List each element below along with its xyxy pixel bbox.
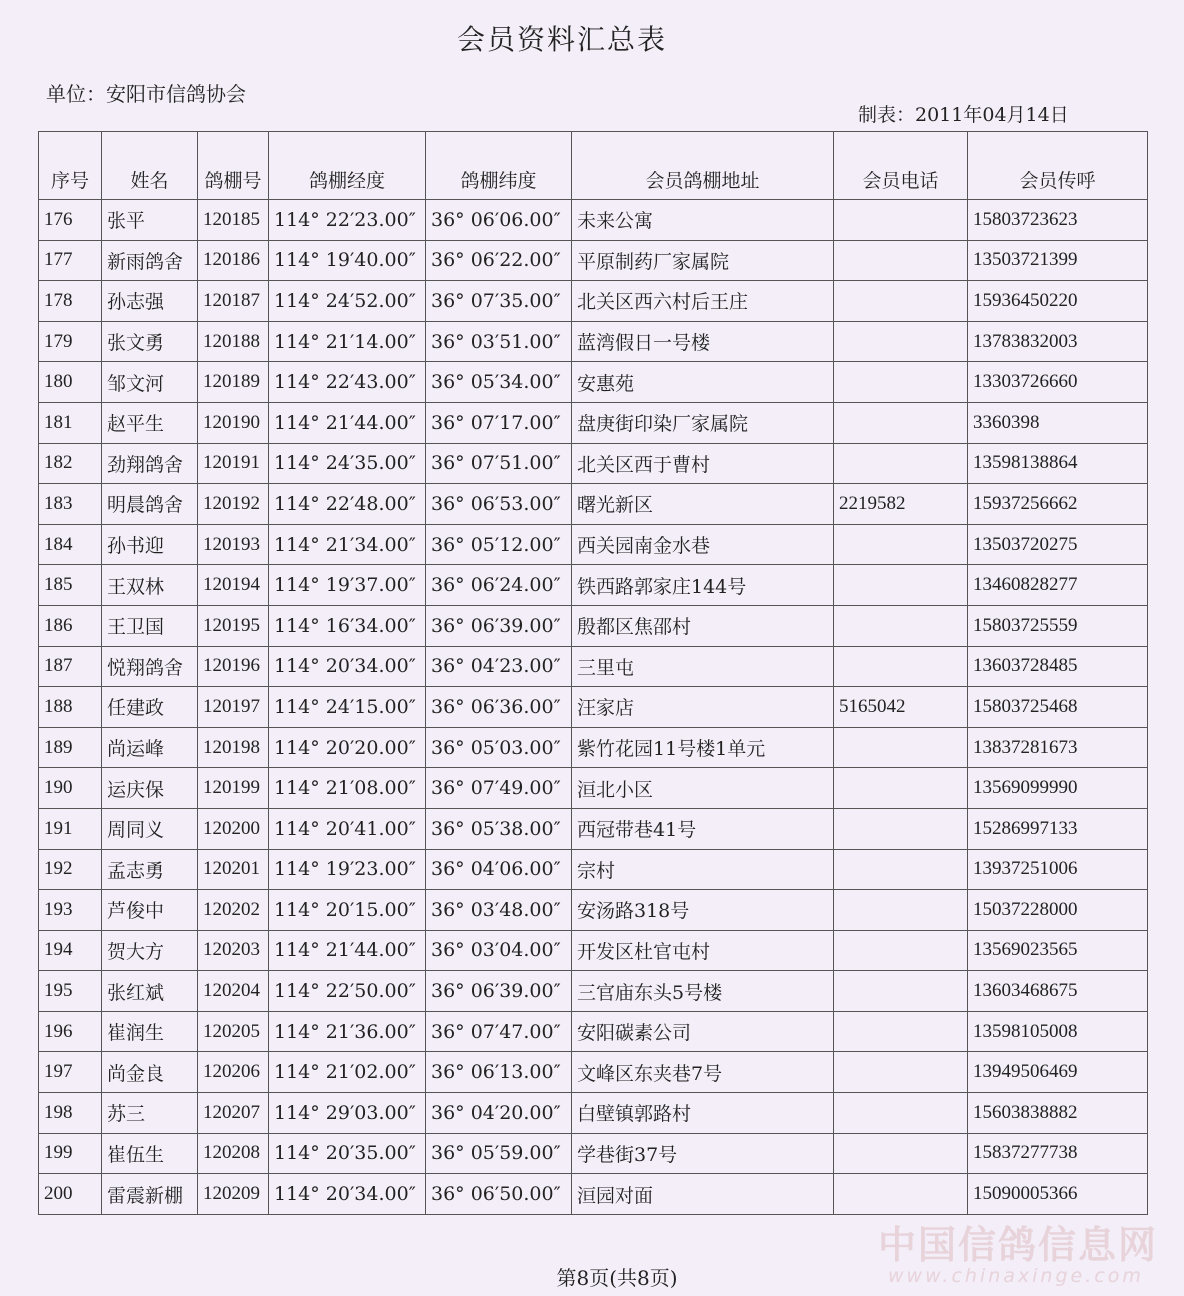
site-watermark — [878, 1214, 1178, 1287]
cell-longitude: 114° 21′36.00″ — [269, 1011, 426, 1052]
cell-phone — [834, 281, 968, 322]
cell-loft-number: 120205 — [198, 1011, 269, 1052]
cell-address: 盘庚街印染厂家属院 — [572, 402, 834, 443]
cell-pager: 13598138864 — [968, 443, 1148, 484]
table-row — [39, 443, 1148, 484]
cell-index: 180 — [39, 362, 102, 403]
cell-phone — [834, 890, 968, 931]
cell-phone — [834, 808, 968, 849]
cell-address: 蓝湾假日一号楼 — [572, 321, 834, 362]
cell-address: 洹北小区 — [572, 768, 834, 809]
table-row — [39, 402, 1148, 443]
cell-address: 曙光新区 — [572, 484, 834, 525]
cell-name: 雷震新棚 — [102, 1174, 198, 1215]
cell-loft-number: 120201 — [198, 849, 269, 890]
cell-address: 洹园对面 — [572, 1174, 834, 1215]
cell-loft-number: 120186 — [198, 240, 269, 281]
cell-longitude: 114° 29′03.00″ — [269, 1093, 426, 1134]
cell-longitude: 114° 21′02.00″ — [269, 1052, 426, 1093]
cell-phone — [834, 321, 968, 362]
cell-address: 三里屯 — [572, 646, 834, 687]
cell-index: 186 — [39, 605, 102, 646]
table-row — [39, 524, 1148, 565]
table-header-row — [39, 132, 1148, 200]
cell-index: 194 — [39, 930, 102, 971]
cell-latitude: 36° 06′22.00″ — [426, 240, 572, 281]
cell-phone — [834, 768, 968, 809]
cell-pager: 15603838882 — [968, 1093, 1148, 1134]
cell-pager: 13569099990 — [968, 768, 1148, 809]
cell-latitude: 36° 07′47.00″ — [426, 1011, 572, 1052]
column-header-phone: 会员电话 — [834, 132, 968, 200]
cell-phone — [834, 565, 968, 606]
cell-longitude: 114° 20′34.00″ — [269, 646, 426, 687]
cell-pager: 15090005366 — [968, 1174, 1148, 1215]
cell-name: 贺大方 — [102, 930, 198, 971]
cell-latitude: 36° 04′20.00″ — [426, 1093, 572, 1134]
cell-phone — [834, 849, 968, 890]
organization-unit: 单位：安阳市信鸽协会 — [46, 82, 246, 106]
cell-address: 安汤路318号 — [572, 890, 834, 931]
cell-latitude: 36° 06′39.00″ — [426, 605, 572, 646]
cell-name: 赵平生 — [102, 402, 198, 443]
cell-phone — [834, 402, 968, 443]
table-row — [39, 768, 1148, 809]
cell-loft-number: 120191 — [198, 443, 269, 484]
page-footer: 第8页(共8页) — [556, 1266, 678, 1290]
page-title: 会员资料汇总表 — [456, 23, 667, 56]
cell-address: 平原制药厂家属院 — [572, 240, 834, 281]
cell-pager: 13603468675 — [968, 971, 1148, 1012]
cell-name: 崔润生 — [102, 1011, 198, 1052]
cell-latitude: 36° 03′04.00″ — [426, 930, 572, 971]
cell-loft-number: 120203 — [198, 930, 269, 971]
table-row — [39, 1174, 1148, 1215]
cell-phone — [834, 1093, 968, 1134]
cell-pager: 15803725468 — [968, 687, 1148, 728]
cell-address: 宗村 — [572, 849, 834, 890]
cell-latitude: 36° 06′53.00″ — [426, 484, 572, 525]
cell-name: 尚金良 — [102, 1052, 198, 1093]
table-row — [39, 281, 1148, 322]
cell-latitude: 36° 07′35.00″ — [426, 281, 572, 322]
cell-name: 周同义 — [102, 808, 198, 849]
cell-name: 新雨鸽舍 — [102, 240, 198, 281]
cell-latitude: 36° 07′51.00″ — [426, 443, 572, 484]
cell-pager: 15037228000 — [968, 890, 1148, 931]
table-row — [39, 484, 1148, 525]
cell-name: 邹文河 — [102, 362, 198, 403]
cell-name: 张平 — [102, 200, 198, 241]
cell-address: 西关园南金水巷 — [572, 524, 834, 565]
table-row — [39, 362, 1148, 403]
cell-latitude: 36° 05′59.00″ — [426, 1133, 572, 1174]
cell-name: 任建政 — [102, 687, 198, 728]
cell-index: 192 — [39, 849, 102, 890]
cell-address: 未来公寓 — [572, 200, 834, 241]
cell-index: 176 — [39, 200, 102, 241]
cell-latitude: 36° 06′39.00″ — [426, 971, 572, 1012]
cell-latitude: 36° 07′17.00″ — [426, 402, 572, 443]
cell-name: 孙志强 — [102, 281, 198, 322]
cell-pager: 13949506469 — [968, 1052, 1148, 1093]
cell-name: 苏三 — [102, 1093, 198, 1134]
cell-latitude: 36° 03′48.00″ — [426, 890, 572, 931]
cell-latitude: 36° 06′36.00″ — [426, 687, 572, 728]
cell-longitude: 114° 16′34.00″ — [269, 605, 426, 646]
members-table — [38, 131, 1148, 1215]
cell-index: 200 — [39, 1174, 102, 1215]
cell-phone — [834, 727, 968, 768]
cell-loft-number: 120189 — [198, 362, 269, 403]
cell-longitude: 114° 22′48.00″ — [269, 484, 426, 525]
cell-pager: 3360398 — [968, 402, 1148, 443]
cell-longitude: 114° 21′44.00″ — [269, 930, 426, 971]
cell-loft-number: 120193 — [198, 524, 269, 565]
cell-pager: 13569023565 — [968, 930, 1148, 971]
cell-loft-number: 120198 — [198, 727, 269, 768]
cell-address: 学巷街37号 — [572, 1133, 834, 1174]
cell-loft-number: 120199 — [198, 768, 269, 809]
cell-latitude: 36° 06′50.00″ — [426, 1174, 572, 1215]
cell-longitude: 114° 20′15.00″ — [269, 890, 426, 931]
cell-latitude: 36° 04′23.00″ — [426, 646, 572, 687]
cell-name: 悦翔鸽舍 — [102, 646, 198, 687]
cell-name: 芦俊中 — [102, 890, 198, 931]
cell-pager: 15803725559 — [968, 605, 1148, 646]
cell-index: 195 — [39, 971, 102, 1012]
column-header-loft-number: 鸽棚号 — [198, 132, 269, 200]
cell-loft-number: 120202 — [198, 890, 269, 931]
cell-index: 196 — [39, 1011, 102, 1052]
table-row — [39, 971, 1148, 1012]
cell-phone — [834, 605, 968, 646]
table-row — [39, 200, 1148, 241]
column-header-address: 会员鸽棚地址 — [572, 132, 834, 200]
cell-latitude: 36° 03′51.00″ — [426, 321, 572, 362]
cell-longitude: 114° 24′15.00″ — [269, 687, 426, 728]
table-row — [39, 321, 1148, 362]
table-row — [39, 1011, 1148, 1052]
table-row — [39, 1133, 1148, 1174]
cell-name: 王双林 — [102, 565, 198, 606]
column-header-index: 序号 — [39, 132, 102, 200]
table-row — [39, 930, 1148, 971]
cell-name: 尚运峰 — [102, 727, 198, 768]
cell-longitude: 114° 21′08.00″ — [269, 768, 426, 809]
cell-pager: 13503720275 — [968, 524, 1148, 565]
cell-index: 189 — [39, 727, 102, 768]
cell-name: 劲翔鸽舍 — [102, 443, 198, 484]
table-row — [39, 240, 1148, 281]
column-header-longitude: 鸽棚经度 — [269, 132, 426, 200]
cell-index: 179 — [39, 321, 102, 362]
cell-pager: 13303726660 — [968, 362, 1148, 403]
table-date: 制表：2011年04月14日 — [858, 104, 1069, 126]
table-row — [39, 646, 1148, 687]
cell-index: 183 — [39, 484, 102, 525]
cell-address: 铁西路郭家庄144号 — [572, 565, 834, 606]
cell-latitude: 36° 05′12.00″ — [426, 524, 572, 565]
cell-phone — [834, 362, 968, 403]
table-row — [39, 890, 1148, 931]
cell-index: 182 — [39, 443, 102, 484]
cell-name: 王卫国 — [102, 605, 198, 646]
cell-longitude: 114° 19′40.00″ — [269, 240, 426, 281]
cell-longitude: 114° 24′35.00″ — [269, 443, 426, 484]
cell-longitude: 114° 22′23.00″ — [269, 200, 426, 241]
column-header-name: 姓名 — [102, 132, 198, 200]
cell-index: 197 — [39, 1052, 102, 1093]
table-row — [39, 687, 1148, 728]
cell-longitude: 114° 20′41.00″ — [269, 808, 426, 849]
cell-loft-number: 120207 — [198, 1093, 269, 1134]
cell-latitude: 36° 05′38.00″ — [426, 808, 572, 849]
cell-phone: 5165042 — [834, 687, 968, 728]
cell-phone — [834, 240, 968, 281]
table-row — [39, 849, 1148, 890]
cell-phone — [834, 646, 968, 687]
cell-index: 177 — [39, 240, 102, 281]
cell-loft-number: 120209 — [198, 1174, 269, 1215]
cell-latitude: 36° 07′49.00″ — [426, 768, 572, 809]
cell-pager: 13598105008 — [968, 1011, 1148, 1052]
cell-name: 张文勇 — [102, 321, 198, 362]
cell-address: 北关区西于曹村 — [572, 443, 834, 484]
cell-name: 孙书迎 — [102, 524, 198, 565]
cell-pager: 15937256662 — [968, 484, 1148, 525]
cell-phone — [834, 1133, 968, 1174]
cell-name: 运庆保 — [102, 768, 198, 809]
cell-index: 190 — [39, 768, 102, 809]
cell-index: 178 — [39, 281, 102, 322]
cell-latitude: 36° 05′03.00″ — [426, 727, 572, 768]
cell-pager: 15803723623 — [968, 200, 1148, 241]
watermark-text: 中国信鸽信息网 — [878, 1223, 1159, 1267]
table-row — [39, 565, 1148, 606]
cell-longitude: 114° 22′43.00″ — [269, 362, 426, 403]
cell-pager: 15936450220 — [968, 281, 1148, 322]
cell-index: 185 — [39, 565, 102, 606]
cell-pager: 13837281673 — [968, 727, 1148, 768]
table-row — [39, 808, 1148, 849]
cell-address: 安惠苑 — [572, 362, 834, 403]
cell-name: 明晨鸽舍 — [102, 484, 198, 525]
cell-longitude: 114° 20′20.00″ — [269, 727, 426, 768]
cell-phone — [834, 443, 968, 484]
cell-latitude: 36° 05′34.00″ — [426, 362, 572, 403]
cell-longitude: 114° 21′34.00″ — [269, 524, 426, 565]
cell-address: 汪家店 — [572, 687, 834, 728]
cell-index: 187 — [39, 646, 102, 687]
cell-loft-number: 120208 — [198, 1133, 269, 1174]
cell-address: 北关区西六村后王庄 — [572, 281, 834, 322]
cell-address: 安阳碳素公司 — [572, 1011, 834, 1052]
table-row — [39, 727, 1148, 768]
cell-loft-number: 120194 — [198, 565, 269, 606]
cell-name: 孟志勇 — [102, 849, 198, 890]
cell-latitude: 36° 04′06.00″ — [426, 849, 572, 890]
cell-pager: 13460828277 — [968, 565, 1148, 606]
cell-phone — [834, 930, 968, 971]
cell-loft-number: 120185 — [198, 200, 269, 241]
table-row — [39, 605, 1148, 646]
cell-loft-number: 120200 — [198, 808, 269, 849]
cell-phone — [834, 971, 968, 1012]
cell-loft-number: 120195 — [198, 605, 269, 646]
cell-longitude: 114° 24′52.00″ — [269, 281, 426, 322]
cell-address: 西冠带巷41号 — [572, 808, 834, 849]
cell-loft-number: 120204 — [198, 971, 269, 1012]
cell-loft-number: 120190 — [198, 402, 269, 443]
cell-longitude: 114° 21′14.00″ — [269, 321, 426, 362]
cell-pager: 13783832003 — [968, 321, 1148, 362]
cell-pager: 15837277738 — [968, 1133, 1148, 1174]
cell-index: 199 — [39, 1133, 102, 1174]
column-header-latitude: 鸽棚纬度 — [426, 132, 572, 200]
cell-name: 崔伍生 — [102, 1133, 198, 1174]
cell-loft-number: 120197 — [198, 687, 269, 728]
cell-loft-number: 120206 — [198, 1052, 269, 1093]
cell-latitude: 36° 06′06.00″ — [426, 200, 572, 241]
cell-index: 191 — [39, 808, 102, 849]
cell-address: 三官庙东头5号楼 — [572, 971, 834, 1012]
cell-loft-number: 120187 — [198, 281, 269, 322]
cell-index: 181 — [39, 402, 102, 443]
cell-index: 188 — [39, 687, 102, 728]
cell-longitude: 114° 21′44.00″ — [269, 402, 426, 443]
cell-address: 白壁镇郭路村 — [572, 1093, 834, 1134]
cell-address: 紫竹花园11号楼1单元 — [572, 727, 834, 768]
cell-longitude: 114° 19′23.00″ — [269, 849, 426, 890]
cell-phone — [834, 1011, 968, 1052]
table-body — [39, 200, 1148, 1215]
cell-index: 198 — [39, 1093, 102, 1134]
cell-pager: 13603728485 — [968, 646, 1148, 687]
cell-phone: 2219582 — [834, 484, 968, 525]
cell-pager: 13503721399 — [968, 240, 1148, 281]
table-row — [39, 1052, 1148, 1093]
cell-pager: 15286997133 — [968, 808, 1148, 849]
cell-longitude: 114° 19′37.00″ — [269, 565, 426, 606]
cell-latitude: 36° 06′24.00″ — [426, 565, 572, 606]
cell-address: 文峰区东夹巷7号 — [572, 1052, 834, 1093]
cell-loft-number: 120196 — [198, 646, 269, 687]
cell-longitude: 114° 20′34.00″ — [269, 1174, 426, 1215]
cell-longitude: 114° 22′50.00″ — [269, 971, 426, 1012]
cell-latitude: 36° 06′13.00″ — [426, 1052, 572, 1093]
cell-address: 开发区杜官屯村 — [572, 930, 834, 971]
cell-index: 193 — [39, 890, 102, 931]
cell-loft-number: 120192 — [198, 484, 269, 525]
cell-longitude: 114° 20′35.00″ — [269, 1133, 426, 1174]
cell-loft-number: 120188 — [198, 321, 269, 362]
cell-phone — [834, 1174, 968, 1215]
column-header-pager: 会员传呼 — [968, 132, 1148, 200]
cell-pager: 13937251006 — [968, 849, 1148, 890]
cell-phone — [834, 1052, 968, 1093]
cell-phone — [834, 200, 968, 241]
cell-index: 184 — [39, 524, 102, 565]
table-row — [39, 1093, 1148, 1134]
cell-phone — [834, 524, 968, 565]
cell-address: 殷都区焦邵村 — [572, 605, 834, 646]
cell-name: 张红斌 — [102, 971, 198, 1012]
watermark-url: www.chinaxinge.com — [888, 1265, 1144, 1287]
